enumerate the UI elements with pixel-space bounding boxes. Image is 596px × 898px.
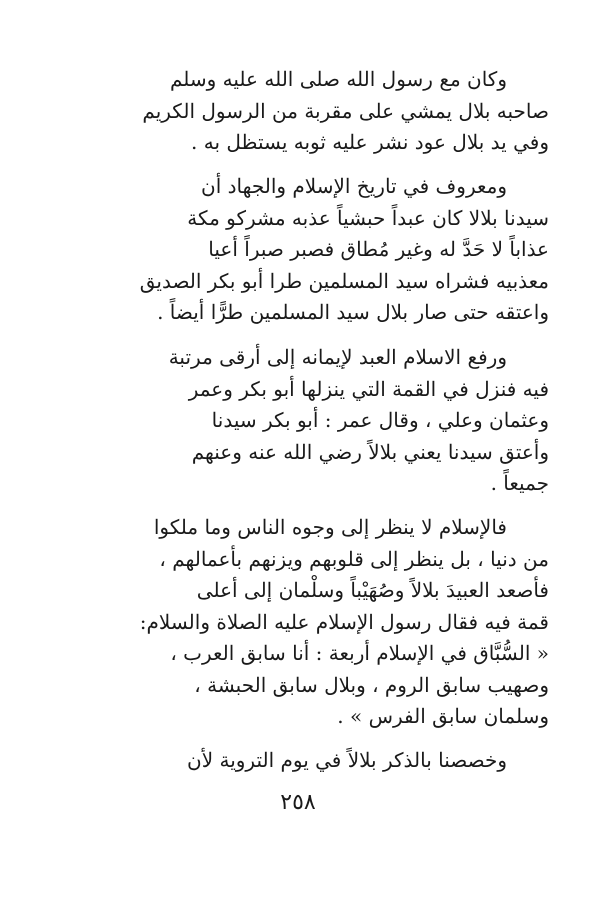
paragraph-2: [24, 171, 549, 329]
text-line: عذاباً لا حَدَّ له وغير مُطاق فصبر صبراً أعيا: [208, 237, 549, 261]
text-line: فيه فنزل في القمة التي ينزلها أبو بكر وعمر: [188, 376, 549, 401]
page-number: ٢٥٨: [280, 790, 316, 815]
text-line: جميعاً .: [490, 471, 549, 495]
text-line: وكان مع رسول الله صلى الله عليه وسلم: [169, 67, 507, 91]
text-line: ومعروف في تاريخ الإسلام والجهاد أن: [201, 174, 507, 198]
paragraph-3: [24, 342, 549, 500]
text-line: « السُّبَّاق في الإسلام أربعة : أنا سابق العرب ،: [170, 641, 549, 665]
text-line: وأعتق سيدنا يعني بلالاً رضي الله عنه وعنهم: [191, 439, 549, 464]
text-line: وخصصنا بالذكر بلالاً في يوم التروية لأن: [187, 748, 507, 772]
paragraph-5: [24, 745, 549, 777]
text-line: فالإسلام لا ينظر إلى وجوه الناس وما ملكوا: [153, 515, 507, 539]
text-line: معذبيه فشراه سيد المسلمين طرا أبو بكر الصديق: [139, 268, 549, 293]
text-line: وسلمان سابق الفرس » .: [337, 704, 549, 728]
text-line: صاحبه بلال يمشي على مقربة من الرسول الكريم: [142, 98, 549, 123]
text-line: فأصعد العبيدَ بلالاً وصُهَيْباً وسلْمان إلى أعلى: [196, 578, 549, 602]
paragraph-1: [24, 64, 549, 159]
text-line: ورفع الاسلام العبد لإيمانه إلى أرقى مرتبة: [168, 345, 507, 369]
text-line: سيدنا بلالا كان عبداً حبشياً عذبه مشركو مكة: [187, 205, 549, 230]
text-line: وعثمان وعلي ، وقال عمر : أبو بكر سيدنا: [211, 408, 549, 432]
text-line: وفي يد بلال عود نشر عليه ثوبه يستظل به .: [191, 130, 549, 154]
text-line: من دنيا ، بل ينظر إلى قلوبهم ويزنهم بأعمالهم ،: [159, 546, 549, 571]
text-line: وصهيب سابق الروم ، وبلال سابق الحبشة ،: [194, 672, 549, 697]
paragraph-4: [24, 512, 549, 733]
text-line: قمة فيه فقال رسول الإسلام عليه الصلاة والسلام:: [139, 609, 549, 634]
text-line: واعتقه حتى صار بلال سيد المسلمين طرًّا أيضاً .: [157, 300, 549, 324]
